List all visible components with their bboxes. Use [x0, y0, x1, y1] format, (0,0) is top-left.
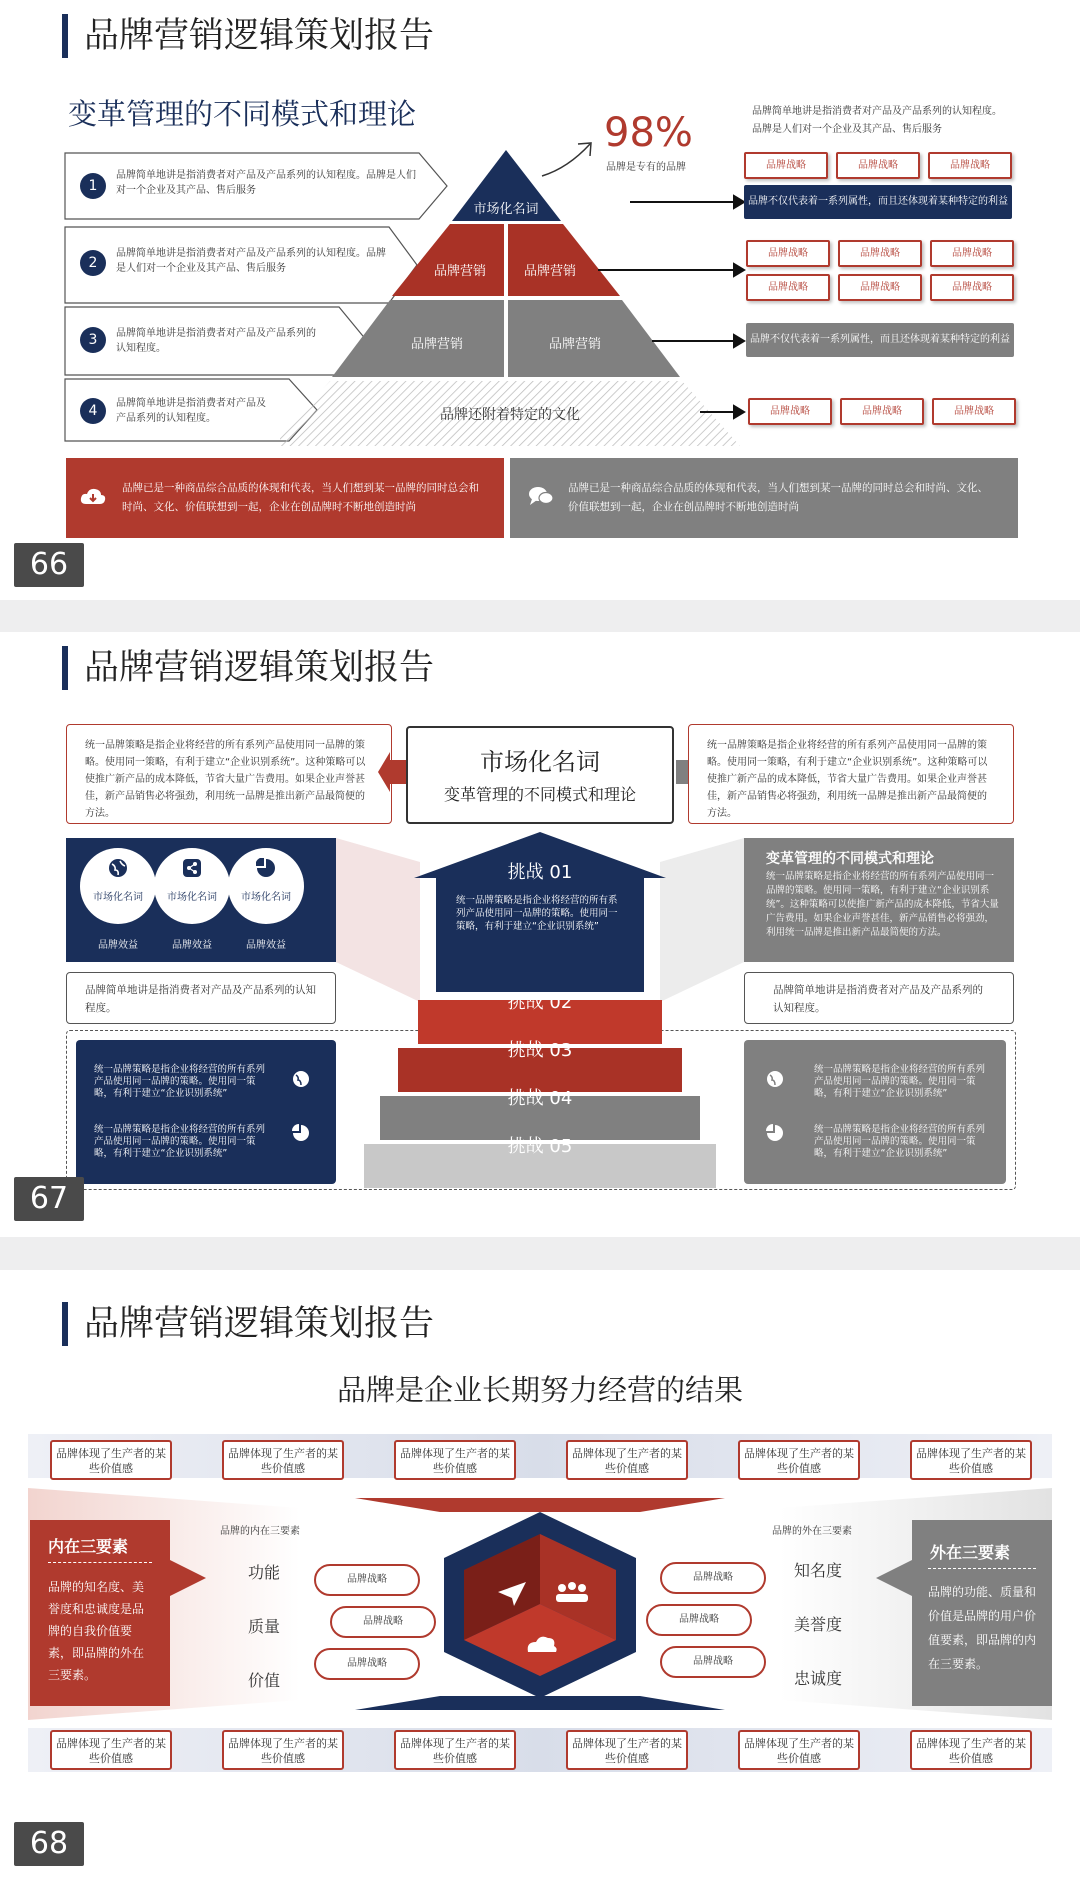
bottom-left-text: 品牌已是一种商品综合品质的体现和代表，当人们想到某一品牌的同时总会和时尚、文化、价值联想到一起，企业在创品牌时不断地创造时尚 [122, 482, 479, 513]
circle-sub: 品牌效益 [98, 940, 138, 951]
strategy-pill: 品牌战略 [932, 398, 1016, 425]
pyramid-low-right-label: 品牌营销 [548, 337, 601, 352]
strategy-pill: 品牌战略 [928, 152, 1012, 179]
item-number: 3 [80, 327, 106, 353]
circle-label: 市场化名词 [167, 892, 217, 903]
bottom-panel-left [76, 1040, 336, 1184]
circle-sub: 品牌效益 [246, 940, 286, 951]
challenge-label: 挑战 01 [507, 862, 573, 883]
page-number: 67 [14, 1177, 84, 1221]
strategy-pill: 品牌战略 [744, 152, 828, 179]
outer-elements-title: 外在三要素 [930, 1543, 1011, 1562]
outer-item: 知名度 [794, 1561, 843, 1580]
inner-elements-text: 品牌的知名度、美誉度和忠诚度是品牌的自我价值要素，即品牌的外在三要素。 [48, 1580, 145, 1682]
pyramid-base-label: 品牌还附着特定的文化 [440, 407, 580, 423]
right-intro-2: 品牌是人们对一个企业及其产品、售后服务 [752, 124, 942, 135]
strategy-oval: 品牌战略 [314, 1648, 420, 1680]
value-box: 品牌体现了生产者的某些价值感 [394, 1440, 516, 1480]
challenge-label: 挑战 03 [507, 1040, 573, 1061]
outer-elements-text: 品牌的功能、质量和价值是品牌的用户价值要素，即品牌的内在三要素。 [928, 1585, 1037, 1671]
item-number: 4 [80, 398, 106, 424]
strategy-oval: 品牌战略 [646, 1604, 752, 1636]
value-box: 品牌体现了生产者的某些价值感 [910, 1440, 1032, 1480]
short-text: 统一品牌策略是指企业将经营的所有系列产品使用同一品牌的策略。使用同一策略，有利于建立“企业识别系统” [814, 1124, 986, 1159]
challenge-label: 挑战 04 [507, 1088, 573, 1109]
challenge-1-text: 统一品牌策略是指企业将经营的所有系列产品使用同一品牌的策略。使用同一策略，有利于建立“企业识别系统” [456, 895, 618, 932]
inner-caption: 品牌的内在三要素 [220, 1526, 300, 1537]
outer-item: 美誉度 [794, 1615, 843, 1634]
bottom-banner-right [510, 458, 1018, 538]
pie-chart-icon [766, 1124, 784, 1142]
inner-elements-title: 内在三要素 [48, 1537, 129, 1556]
title-divider [928, 1568, 1036, 1569]
slide-67 [0, 632, 1080, 1237]
strategy-oval: 品牌战略 [660, 1562, 766, 1594]
page-number: 66 [14, 543, 84, 587]
gray-info-panel [744, 838, 1014, 962]
short-text: 统一品牌策略是指企业将经营的所有系列产品使用同一品牌的策略。使用同一策略，有利于建立“企业识别系统” [94, 1124, 266, 1159]
value-box: 品牌体现了生产者的某些价值感 [50, 1440, 172, 1480]
mid-text-box-left: 品牌简单地讲是指消费者对产品及产品系列的认知程度。 [66, 972, 336, 1024]
center-subtitle: 变革管理的不同模式和理论 [443, 785, 636, 804]
right-intro-1: 品牌简单地讲是指消费者对产品及产品系列的认知程度。 [752, 106, 1002, 117]
item-number: 1 [80, 173, 106, 199]
strategy-pill: 品牌战略 [930, 240, 1014, 267]
value-box: 品牌体现了生产者的某些价值感 [566, 1730, 688, 1770]
strategy-pill: 品牌战略 [838, 274, 922, 301]
slide-66 [0, 0, 1080, 600]
globe-icon [108, 858, 128, 878]
strategy-oval: 品牌战略 [660, 1646, 766, 1678]
bottom-banner-left [66, 458, 504, 538]
globe-icon [292, 1070, 310, 1088]
strategy-pill: 品牌战略 [836, 152, 920, 179]
pie-chart-icon [256, 858, 276, 878]
share-icon [182, 858, 202, 878]
side-text-box-left: 统一品牌策略是指企业将经营的所有系列产品使用同一品牌的策略。使用同一策略，有利于建立“企业识别系统”。这种策略可以使推广新产品的成本降低，节省大量广告费用。如果企业声誉甚佳，新产品销售必将强劲，利用统一品牌是推出新产品最简便的方法。 [66, 724, 392, 824]
circle-badge [228, 848, 304, 924]
side-text-box-right: 统一品牌策略是指企业将经营的所有系列产品使用同一品牌的策略。使用同一策略，有利于建立“企业识别系统”。这种策略可以使推广新产品的成本降低，节省大量广告费用。如果企业声誉甚佳，新产品销售必将强劲，利用统一品牌是推出新产品最简便的方法。 [688, 724, 1014, 824]
short-text: 统一品牌策略是指企业将经营的所有系列产品使用同一品牌的策略。使用同一策略，有利于建立“企业识别系统” [814, 1064, 986, 1099]
strategy-pill: 品牌战略 [746, 240, 830, 267]
title-divider [48, 1562, 152, 1563]
strategy-pill: 品牌战略 [930, 274, 1014, 301]
circle-label: 市场化名词 [241, 892, 291, 903]
bottom-right-text: 品牌已是一种商品综合品质的体现和代表，当人们想到某一品牌的同时总会和时尚、文化、价值联想到一起，企业在创品牌时不断地创造时尚 [568, 482, 988, 513]
pyramid-top-label: 市场化名词 [473, 202, 539, 217]
circle-sub: 品牌效益 [172, 940, 212, 951]
page-number: 68 [14, 1822, 84, 1866]
hexagon-cube [440, 1512, 640, 1698]
circle-label: 市场化名词 [93, 892, 143, 903]
circle-badge [80, 848, 156, 924]
pie-chart-icon [292, 1124, 310, 1142]
mid-text-box-right: 品牌简单地讲是指消费者对产品及产品系列的认知程度。 [744, 972, 1014, 1024]
strategy-oval: 品牌战略 [314, 1564, 420, 1596]
value-box: 品牌体现了生产者的某些价值感 [738, 1730, 860, 1770]
inner-item: 质量 [248, 1617, 281, 1636]
center-title: 市场化名词 [480, 748, 600, 776]
percent-value: 98% [604, 110, 693, 156]
gray-panel-title: 变革管理的不同模式和理论 [766, 851, 934, 867]
benefit-bar: 品牌不仅代表着一系列属性，而且还体现着某种特定的利益 [746, 323, 1014, 357]
globe-icon [766, 1070, 784, 1088]
value-box: 品牌体现了生产者的某些价值感 [50, 1730, 172, 1770]
bottom-panel-right [744, 1040, 1006, 1184]
item-text: 品牌简单地讲是指消费者对产品及产品系列的认知程度。品牌是人们对一个企业及其产品、售后服务 [116, 248, 386, 274]
item-text: 品牌简单地讲是指消费者对产品及产品系列的认知程度。品牌是人们对一个企业及其产品、售后服务 [116, 170, 416, 196]
chat-bubbles-icon [528, 485, 554, 507]
item-text: 品牌简单地讲是指消费者对产品及产品系列的认知程度。 [116, 328, 316, 354]
slide-68 [0, 1270, 1080, 1880]
item-number: 2 [80, 250, 106, 276]
value-box: 品牌体现了生产者的某些价值感 [566, 1440, 688, 1480]
outer-item: 忠诚度 [794, 1669, 843, 1688]
slide-subtitle: 品牌是企业长期努力经营的结果 [336, 1373, 743, 1407]
challenge-label: 挑战 05 [507, 1136, 573, 1157]
pyramid-mid-right-label: 品牌营销 [523, 264, 576, 279]
slide-subtitle: 变革管理的不同模式和理论 [68, 97, 417, 131]
value-box: 品牌体现了生产者的某些价值感 [394, 1730, 516, 1770]
strategy-pill: 品牌战略 [748, 398, 832, 425]
outer-caption: 品牌的外在三要素 [772, 1526, 852, 1537]
benefit-bar: 品牌不仅代表着一系列属性，而且还体现着某种特定的利益 [744, 185, 1012, 219]
report-title: 品牌营销逻辑策划报告 [62, 1302, 434, 1346]
strategy-pill: 品牌战略 [838, 240, 922, 267]
circle-badge [154, 848, 230, 924]
gray-panel-text: 统一品牌策略是指企业将经营的所有系列产品使用同一品牌的策略。使用同一策略，有利于建立“企业识别系统”。这种策略可以使推广新产品的成本降低，节省大量广告费用。如果企业声誉甚佳，新产品销售必将强劲，利用统一品牌是推出新产品最简便的方法。 [766, 871, 999, 938]
strategy-pill: 品牌战略 [746, 274, 830, 301]
cloud-download-icon [80, 486, 106, 508]
strategy-oval: 品牌战略 [330, 1606, 436, 1638]
value-box: 品牌体现了生产者的某些价值感 [910, 1730, 1032, 1770]
pyramid-mid-left-label: 品牌营销 [433, 264, 486, 279]
inner-item: 价值 [248, 1671, 281, 1690]
value-box: 品牌体现了生产者的某些价值感 [222, 1440, 344, 1480]
value-box: 品牌体现了生产者的某些价值感 [222, 1730, 344, 1770]
inner-item: 功能 [248, 1563, 281, 1582]
item-text: 品牌简单地讲是指消费者对产品及产品系列的认知程度。 [116, 398, 266, 424]
report-title: 品牌营销逻辑策划报告 [62, 646, 434, 690]
value-box: 品牌体现了生产者的某些价值感 [738, 1440, 860, 1480]
percent-caption: 品牌是专有的品牌 [606, 162, 686, 173]
challenge-label: 挑战 02 [507, 992, 573, 1013]
pyramid-low-left-label: 品牌营销 [410, 337, 463, 352]
report-title: 品牌营销逻辑策划报告 [62, 14, 434, 58]
short-text: 统一品牌策略是指企业将经营的所有系列产品使用同一品牌的策略。使用同一策略，有利于建立“企业识别系统” [94, 1064, 266, 1099]
strategy-pill: 品牌战略 [840, 398, 924, 425]
